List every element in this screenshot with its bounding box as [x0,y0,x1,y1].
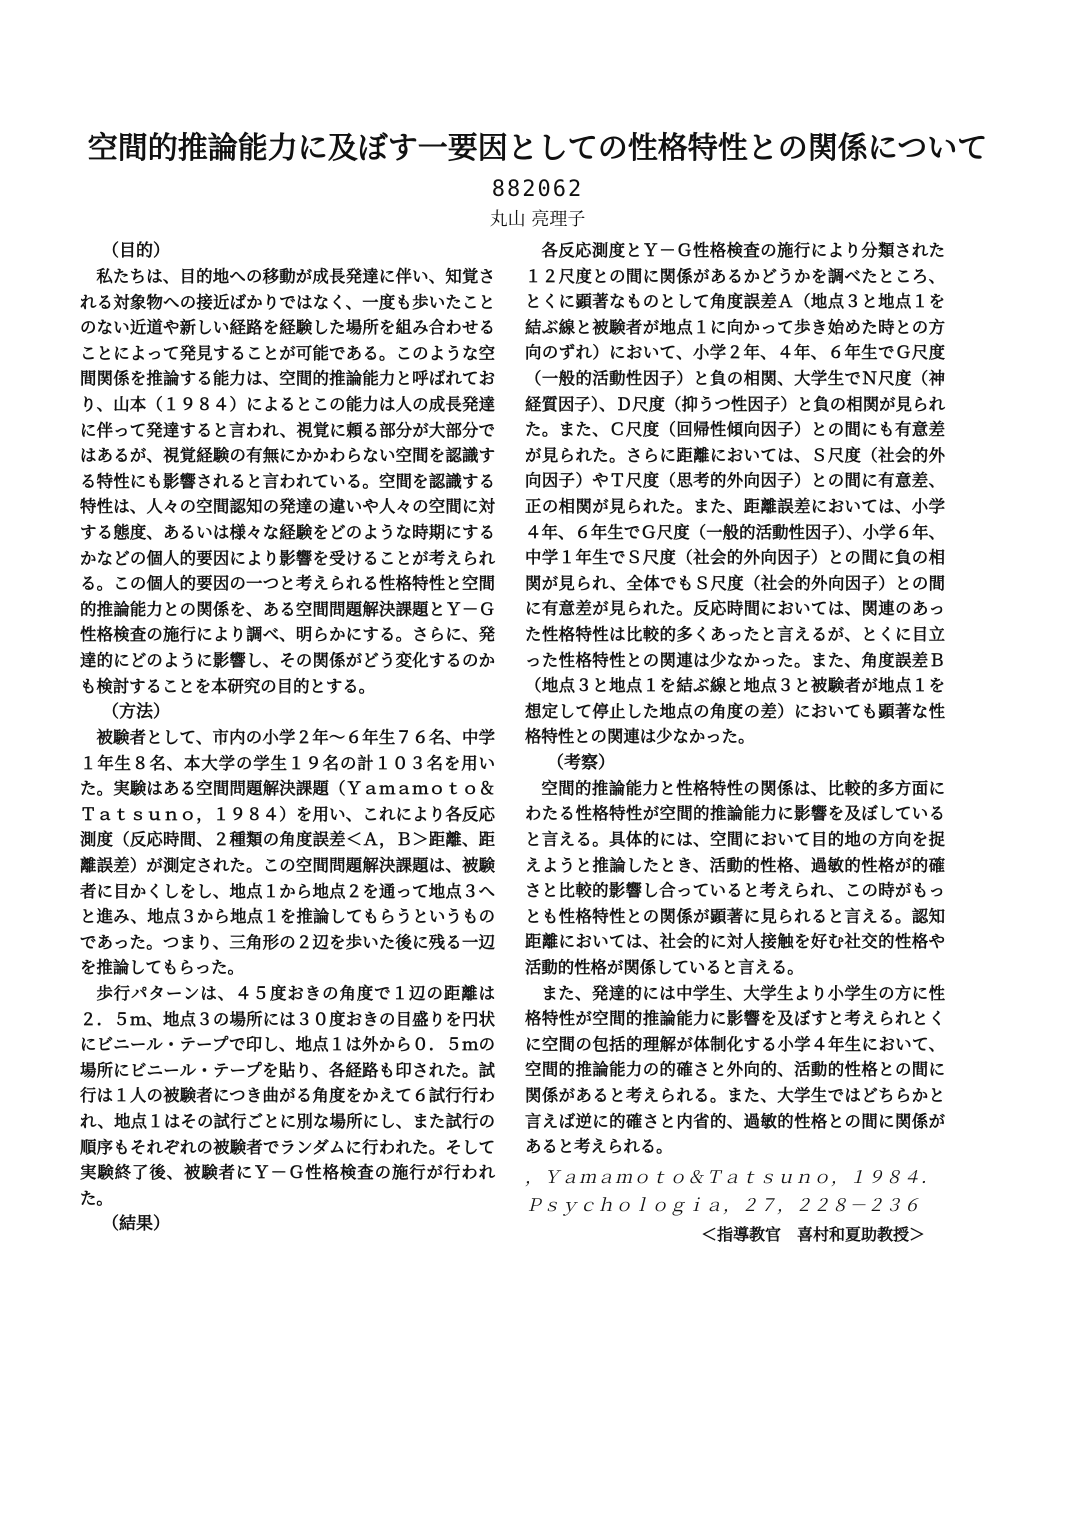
advisor-credit: ＜指導教官 喜村和夏助教授＞ [700,1224,925,1244]
author-name: 丸山 亮理子 [489,209,586,230]
method-heading: （方法） [102,702,170,723]
document-title: 空間的推論能力に及ぼす一要因としての性格特性との関係について [87,131,988,166]
results-heading: （結果） [102,1214,170,1235]
discussion-paragraph-1: 空間的推論能力と性格特性の関係は、比較的多方面にわたる性格特性が空間的推論能力に影響を及ぼしていると言える。具体的には、空間において目的地の方向を捉えようと推論したとき、活動的性格、過敏的性格が的確さと比較的影響し合っていると考えられ、この時がもっとも性格特性との関係が顕著に見られると言える。認知距離においては、社会的に対人接触を好む社交的性格や活動的性格が関係していると言える。 [525,778,945,978]
reference-citation: ，Ｙａｍａｍｏｔｏ＆Ｔａｔｓｕｎｏ，１９８４．Ｐｓｙｃｈｏｌｏｇｉａ，２７，２２８－２３６ [525,1167,939,1216]
document-header [0,128,1075,232]
left-column [80,238,495,1237]
method-paragraph-2: 歩行パターンは、４５度おきの角度で１辺の距離は２．５ｍ、地点３の場所には３０度おきの目盛りを円状にビニール・テープで印し、地点１は外から０．５ｍの場所にビニール・テープを貼り、各経路も印された。試行は１人の被験者につき曲がる角度をかえて６試行行われ、地点１はその試行ごとに別な場所にし、また試行の順序もそれぞれの被験者でランダムに行われた。そして実験終了後、被験者にＹ－Ｇ性格検査の施行が行われた。 [80,984,495,1208]
method-paragraph-1: 被験者として、市内の小学２年～６年生７６名、中学１年生８名、本大学の学生１９名の計１０３名を用いた。実験はある空間問題解決課題（Ｙａｍａｍｏｔｏ＆Ｔａｔｓｕｎｏ，１９８４）を用い、これにより各反応測度（反応時間、２種類の角度誤差＜Ａ，Ｂ＞距離、距離誤差）が測定された。この空間問題解決課題は、被験者に目かくしをし、地点１から地点２を通って地点３へと進み、地点３から地点１を推論してもらうというものであった。つまり、三角形の２辺を歩いた後に残る一辺を推論してもらった。 [80,728,495,978]
discussion-paragraph-2: また、発達的には中学生、大学生より小学生の方に性格特性が空間的推論能力に影響を及ぼすと考えられとくに空間の包括的理解が体制化する小学４年生において、空間的推論能力の的確さと外向的、活動的性格との間に関係があると考えられる。また、大学生ではどちらかと言えば逆に的確さと内省的、過敏的性格との間に関係があると考えられる。 [525,983,945,1157]
purpose-paragraph: 私たちは、目的地への移動が成長発達に伴い、知覚される対象物への接近ばかりではなく、一度も歩いたことのない近道や新しい経路を経験した場所を組み合わせることによって発見することが可能である。このような空間関係を推論する能力は、空間的推論能力と呼ばれており、山本（１９８４）によるとこの能力は人の成長発達に伴って発達すると言われ、視覚に頼る部分が大部分ではあるが、視覚経験の有無にかかわらない空間を認識する特性にも影響されると言われている。空間を認識する特性は、人々の空間認知の発達の違いや人々の空間に対する態度、あるいは様々な経験をどのような時期にするかなどの個人的要因により影響を受けることが考えられる。この個人的要因の一つと考えられる性格特性と空間的推論能力との関係を、ある空間問題解決課題とＹ－Ｇ性格検査の施行により調べ、明らかにする。さらに、発達的にどのように影響し、その関係がどう変化するのかも検討することを本研究の目的とする。 [80,267,495,696]
student-id: 882062 [491,177,584,202]
results-paragraph: 各反応測度とＹ－Ｇ性格検査の施行により分類された１２尺度との間に関係があるかどうかを調べたところ、とくに顕著なものとして角度誤差Ａ（地点３と地点１を結ぶ線と被験者が地点１に向かって歩き始めた時との方向のずれ）において、小学２年、４年、６年生でＧ尺度（一般的活動性因子）と負の相関、大学生でＮ尺度（神経質因子）、Ｄ尺度（抑うつ性因子）と負の相関が見られた。また、Ｃ尺度（回帰性傾向因子）との間にも有意差が見られた。さらに距離においては、Ｓ尺度（社会的外向因子）やＴ尺度（思考的外向因子）との間に有意差、正の相関が見られた。また、距離誤差においては、小学４年、６年生でＧ尺度（一般的活動性因子）、小学６年、中学１年生でＳ尺度（社会的外向因子）との間に負の相関が見られ、全体でもＳ尺度（社会的外向因子）との間に有意差が見られた。反応時間においては、関連のあった性格特性は比較的多くあったと言えるが、とくに目立った性格特性との関連は少なかった。また、角度誤差Ｂ（地点３と地点１を結ぶ線と地点３と被験者が地点１を想定して停止した地点の角度の差）においても顕著な性格特性との関連は少なかった。 [525,241,945,747]
purpose-heading: （目的） [102,241,170,261]
right-column [525,238,945,1248]
discussion-heading: （考察） [547,752,615,773]
